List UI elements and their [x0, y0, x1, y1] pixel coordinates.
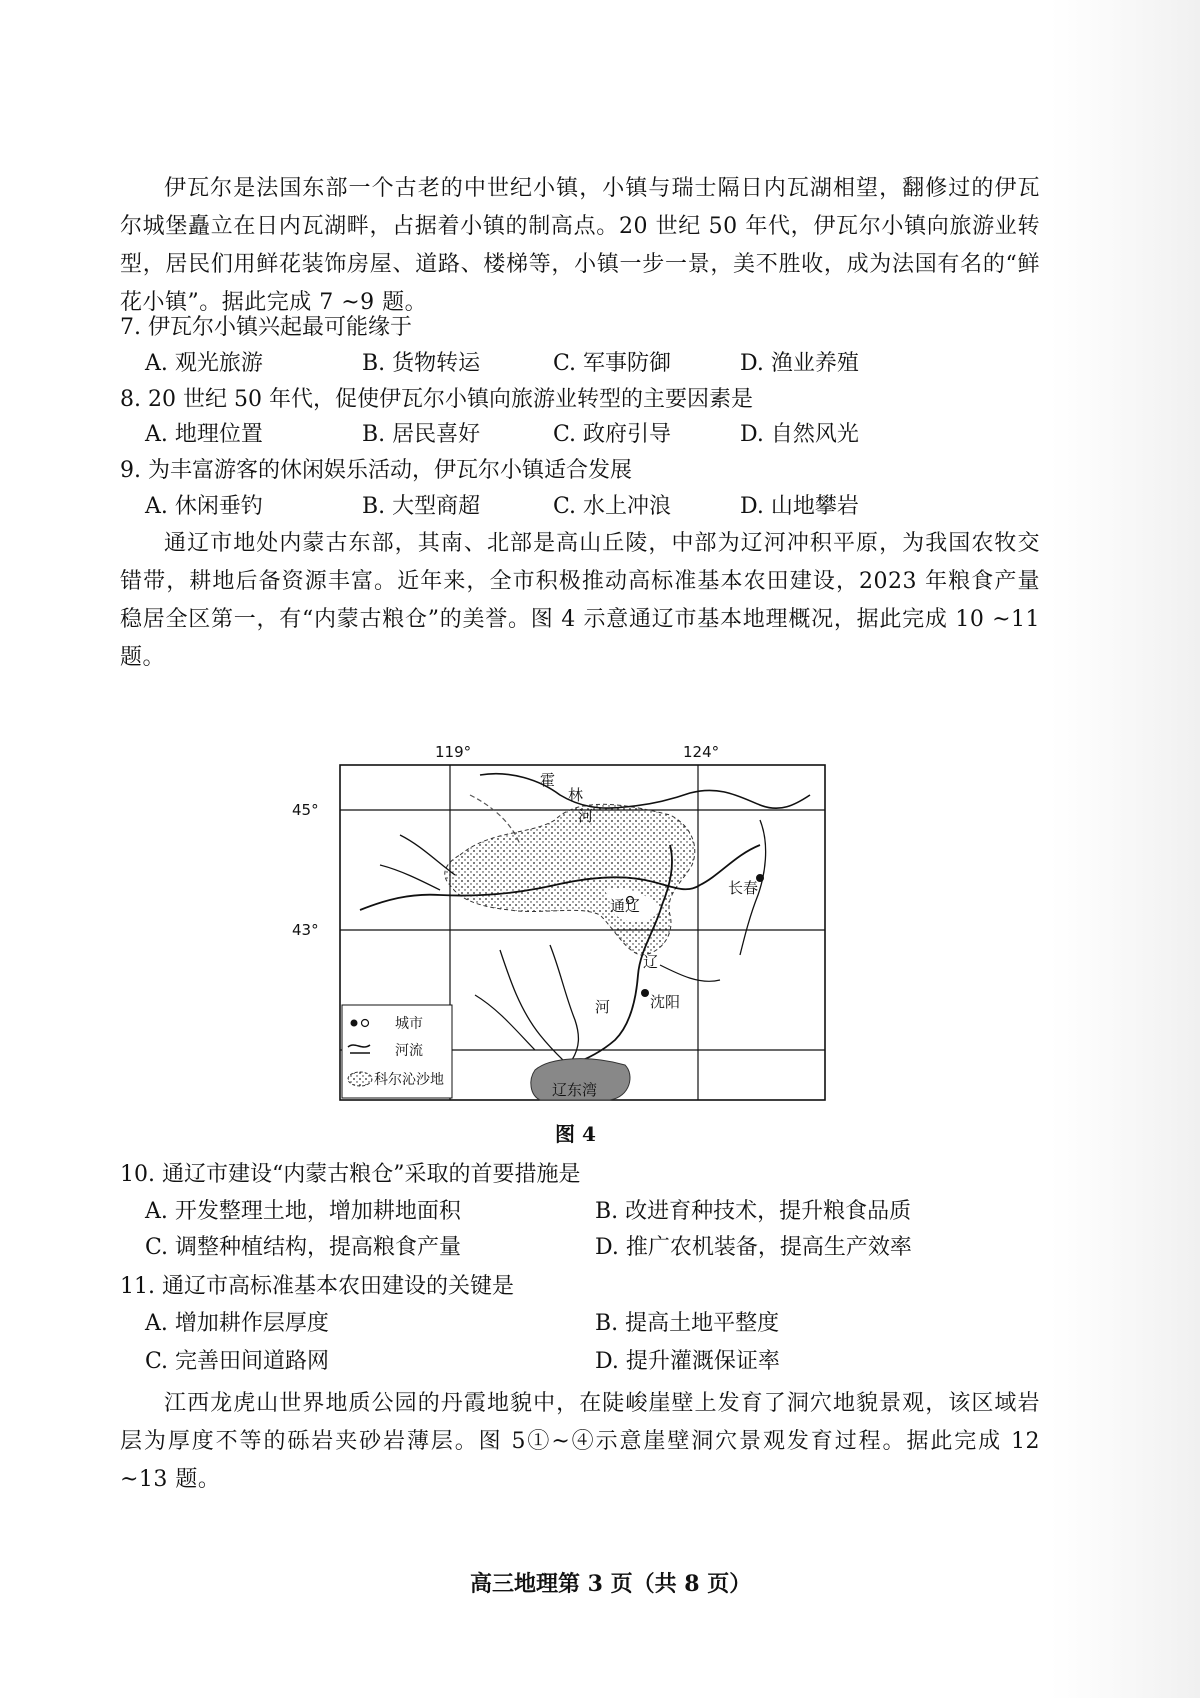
lon-label-124: 124° [683, 743, 720, 761]
q8-option-b: B. 居民喜好 [362, 422, 481, 447]
lat-label-43: 43° [292, 921, 319, 939]
q9-option-d: D. 山地攀岩 [740, 494, 859, 519]
changchun-label: 长春 [728, 879, 759, 897]
shenyang-label: 沈阳 [650, 993, 681, 1011]
huolin-char-1: 霍 [540, 771, 556, 789]
passage-tongliao: 通辽市地处内蒙古东部，其南、北部是高山丘陵，中部为辽河冲积平原，为我国农牧交错带，耕地后备资源丰富。近年来，全市积极推动高标准基本农田建设，2023 年粮食产量稳居全区第一，有“内蒙古粮仓”的美誉。图 4 示意通辽市基本地理概况，据此完成 10 ~11 题。 [120, 531, 1040, 670]
q7-option-a: A. 观光旅游 [145, 351, 263, 376]
question-7-stem: 7. 伊瓦尔小镇兴起最可能缘于 [120, 315, 412, 340]
q11-option-a: A. 增加耕作层厚度 [145, 1311, 329, 1336]
legend-city-label: 城市 [395, 1016, 423, 1032]
q10-option-b: B. 改进育种技术，提升粮食品质 [595, 1199, 912, 1224]
liao-river-char-1: 辽 [643, 953, 659, 971]
liao-river-char-2: 河 [595, 998, 611, 1016]
q11-option-d: D. 提升灌溉保证率 [595, 1349, 780, 1374]
q7-option-c: C. 军事防御 [553, 351, 672, 376]
tributary-south [550, 945, 578, 1060]
passage-yvoire: 伊瓦尔是法国东部一个古老的中世纪小镇，小镇与瑞士隔日内瓦湖相望，翻修过的伊瓦尔城堡矗立在日内瓦湖畔，占据着小镇的制高点。20 世纪 50 年代，伊瓦尔小镇向旅游业转型，居民们用鲜花装饰房屋、道路、楼梯等，小镇一步一景，美不胜收，成为法国有名的“鲜花小镇”。据此完成 7 ~9 题。 [120, 176, 1040, 315]
figure-4-caption: 图 4 [555, 1122, 596, 1146]
hun-river [660, 965, 720, 981]
horqin-sandy-land [445, 804, 695, 955]
liaodong-bay-label: 辽东湾 [552, 1081, 598, 1099]
tongliao-map-figure [292, 735, 840, 1105]
q9-option-a: A. 休闲垂钓 [145, 494, 263, 519]
tributary-far-southwest [475, 995, 535, 1050]
tongliao-label: 通辽 [610, 897, 641, 915]
legend-city-dot [351, 1020, 358, 1027]
question-9-stem: 9. 为丰富游客的休闲娱乐活动，伊瓦尔小镇适合发展 [120, 458, 632, 483]
lat-label-45: 45° [292, 801, 319, 819]
q10-option-c: C. 调整种植结构，提高粮食产量 [145, 1235, 462, 1260]
question-10-stem: 10. 通辽市建设“内蒙古粮仓”采取的首要措施是 [120, 1162, 581, 1187]
q7-option-b: B. 货物转运 [362, 351, 481, 376]
huolin-river [480, 774, 810, 809]
legend-river-label: 河流 [395, 1043, 423, 1059]
q9-option-b: B. 大型商超 [362, 494, 481, 519]
passage-longhushan: 江西龙虎山世界地质公园的丹霞地貌中，在陡峻崖壁上发育了洞穴地貌景观，该区域岩层为厚度不等的砾岩夹砂岩薄层。图 5①~④示意崖壁洞穴景观发育过程。据此完成 12 ~13 题。 [120, 1391, 1040, 1492]
legend-sandy-icon [348, 1072, 372, 1086]
q8-option-d: D. 自然风光 [740, 422, 859, 447]
tributary-northwest [400, 835, 455, 875]
huolin-char-2: 林 [568, 786, 584, 804]
shenyang-dot [641, 989, 649, 997]
q8-option-c: C. 政府引导 [553, 422, 672, 447]
tongliao-map [292, 735, 840, 1105]
q10-option-a: A. 开发整理土地，增加耕地面积 [145, 1199, 461, 1224]
q9-option-c: C. 水上冲浪 [553, 494, 672, 519]
q7-option-d: D. 渔业养殖 [740, 351, 859, 376]
huolin-char-3: 河 [578, 807, 594, 825]
q10-option-d: D. 推广农机装备，提高生产效率 [595, 1235, 912, 1260]
tributary-west [380, 865, 440, 890]
question-8-stem: 8. 20 世纪 50 年代，促使伊瓦尔小镇向旅游业转型的主要因素是 [120, 387, 753, 412]
legend-city-circle [362, 1020, 369, 1027]
lon-label-119: 119° [435, 743, 472, 761]
q11-option-c: C. 完善田间道路网 [145, 1349, 330, 1374]
question-11-stem: 11. 通辽市高标准基本农田建设的关键是 [120, 1274, 514, 1299]
scan-edge-shading [1050, 0, 1200, 1698]
q11-option-b: B. 提高土地平整度 [595, 1311, 780, 1336]
legend-sandy-label: 科尔沁沙地 [374, 1072, 444, 1088]
q8-option-a: A. 地理位置 [145, 422, 263, 447]
page-footer: 高三地理第 3 页（共 8 页） [470, 1571, 752, 1597]
